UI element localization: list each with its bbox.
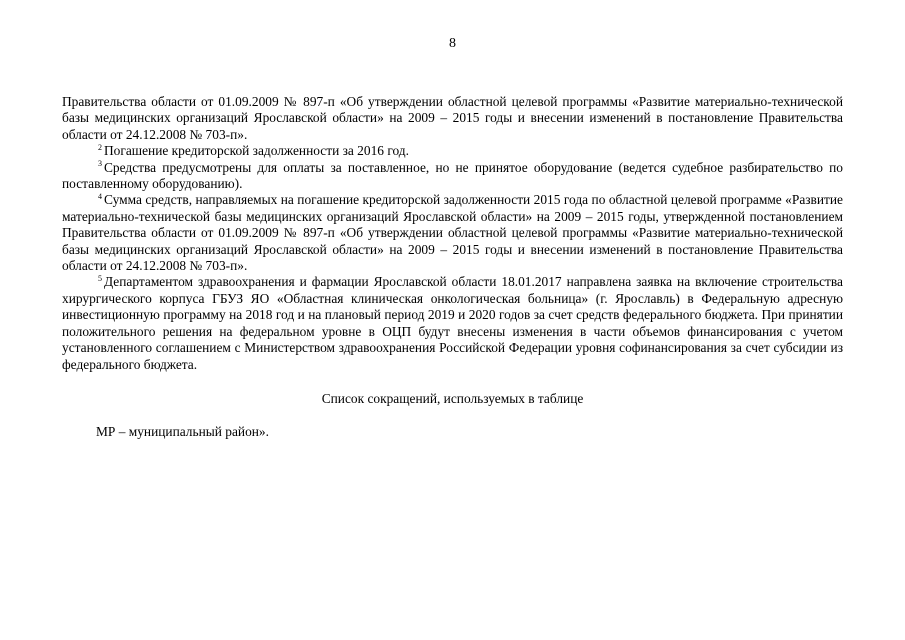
footnote-marker: 3 — [98, 159, 102, 169]
footnote-text: Правительства области от 01.09.2009 № 897-п «Об утверждении областной целевой программы «Развитие материально-технической базы медицинских организаций Ярославской области» на 2009 – 2015 годы и внесении изменений в постановление Правительства области от 24.12.2008 № 703-п». — [62, 94, 843, 142]
footnote-text: Сумма средств, направляемых на погашение кредиторской задолженности 2015 года по областной целевой программе «Развитие материально-технической базы медицинских организаций Ярославской области» на 2009 – 2015 годы, утвержденной постановлением Правительства области от 01.09.2009 № 897-п «Об утверждении областной целевой программы «Развитие материально-технической базы медицинских организаций Ярославской области» на 2009 – 2015 годы и внесении изменений в постановление Правительства области от 24.12.2008 № 703-п». — [62, 192, 843, 274]
footnote-marker: 4 — [98, 191, 102, 201]
abbreviation-entry: МР – муниципальный район». — [96, 424, 269, 440]
footnote-5 — [62, 274, 843, 372]
footnote-continuation — [62, 94, 843, 143]
footnote-text: Департаментом здравоохранения и фармации Ярославской области 18.01.2017 направлена заявка на включение строительства хирургического корпуса ГБУЗ ЯО «Областная клиническая онкологическая больница» (г. Ярославль) в Федеральную адресную инвестиционную программу на 2018 год и на плановый период 2019 и 2020 годов за счет средств федерального бюджета. При принятии положительного решения на федеральном уровне в ОЦП будут внесены изменения в части объемов финансирования с учетом установленного соглашением с Министерством здравоохранения Российской Федерации уровня софинансирования за счет субсидии из федерального бюджета. — [62, 274, 843, 372]
footnote-marker: 5 — [98, 274, 102, 283]
footnote-text: Средства предусмотрены для оплаты за поставленное, но не принятое оборудование (ведется судебное разбирательство по поставленному оборудованию). — [62, 159, 843, 192]
section-title: Список сокращений, используемых в таблице — [321, 390, 584, 406]
footnote-marker: 2 — [98, 142, 102, 152]
page-number: 8 — [449, 36, 456, 51]
footnote-4 — [62, 192, 843, 274]
footnote-text: Погашение кредиторской задолженности за 2016 год. — [104, 143, 409, 159]
footnote-3 — [62, 160, 843, 193]
footnote-2 — [62, 143, 843, 159]
document-body — [62, 94, 843, 441]
